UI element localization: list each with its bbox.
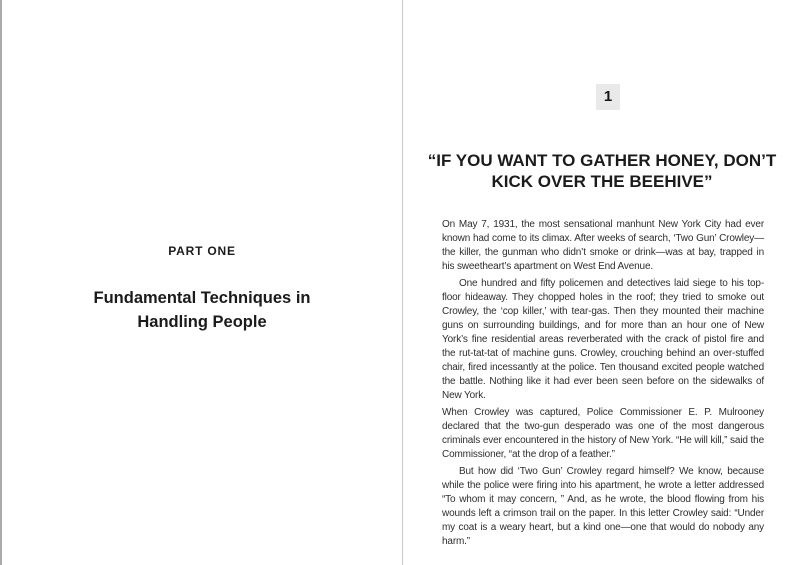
part-title-line-1: Fundamental Techniques in [93,289,311,307]
chapter-body [442,218,764,552]
part-title-line-2: Handling People [137,313,267,331]
page-left [2,0,402,565]
part-label: PART ONE [168,244,236,258]
body-paragraph: When Crowley was captured, Police Commissioner E. P. Mulrooney declared that the two-gun desperado was one of the most dangerous criminals ever encountered in the history of New York. “He will kill,” said the Commissioner, “at the drop of a feather.” [442,407,764,460]
body-paragraph: On May 7, 1931, the most sensational manhunt New York City had ever known had come to its climax. After weeks of search, ‘Two Gun’ Crowley—the killer, the gunman who didn’t smoke or drink—was at bay, trapped in his sweetheart’s apartment on West End Avenue. [442,219,764,272]
part-title [2,286,402,334]
chapter-heading-line-1: “IF YOU WANT TO GATHER HONEY, DON’T [427,151,777,170]
chapter-heading [413,150,791,192]
chapter-number-badge: 1 [596,84,620,110]
body-paragraph: But how did ‘Two Gun’ Crowley regard himself? We know, because while the police were firing into his apartment, he wrote a letter addressed “To whom it may concern, ” And, as he wrote, the blood flowing from his wounds left a crimson trail on the paper. In this letter Crowley said: “Under my coat is a weary heart, but a kind one—one that would do nobody any harm.” [442,466,764,547]
chapter-heading-line-2: KICK OVER THE BEEHIVE” [491,172,713,191]
body-paragraph: One hundred and fifty policemen and detectives laid siege to his top-floor hideaway. They chopped holes in the roof; they tried to smoke out Crowley, the ‘cop killer,’ with tear-gas. Then they mounted their machine guns on surrounding buildings, and for more than an hour one of New York’s fine residential areas reverberated with the crack of pistol fire and the rut-tat-tat of machine guns. Crowley, crouching behind an over-stuffed chair, fired incessantly at the police. Ten thousand excited people watched the battle. Nothing like it had ever been seen before on the sidewalks of New York. [442,278,764,401]
page-right [402,0,800,565]
